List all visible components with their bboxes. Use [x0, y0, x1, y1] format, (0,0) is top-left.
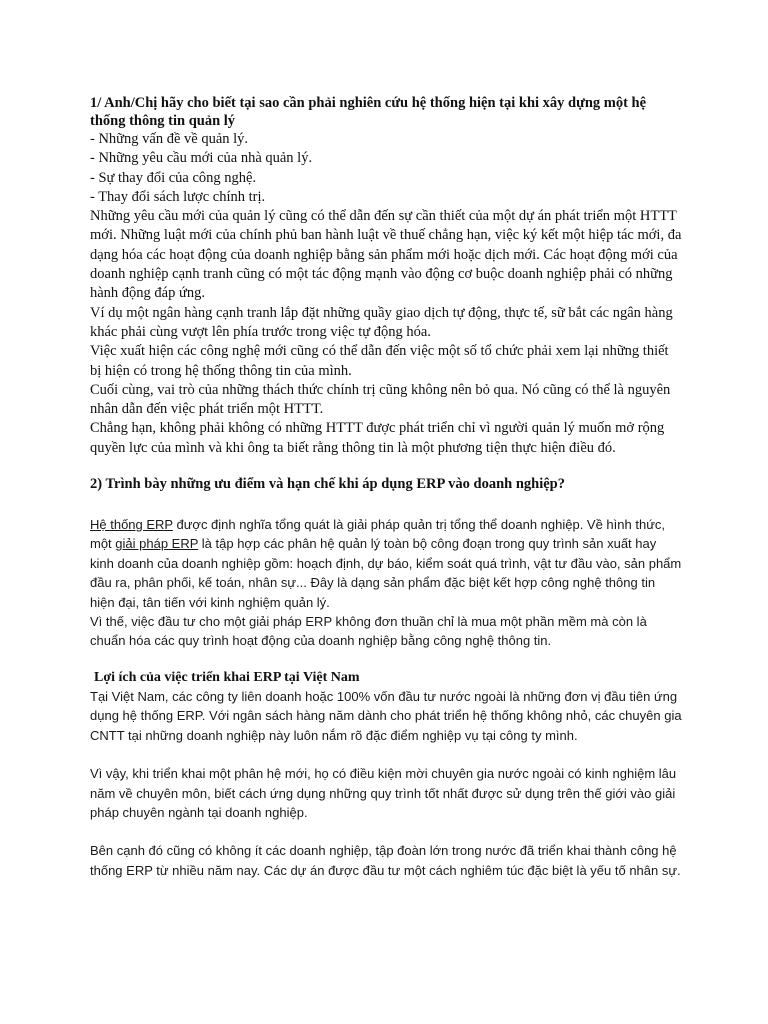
paragraph-text: là tập hợp các phân hệ quản lý toàn bộ công đoạn trong quy trình sản xuất hay kinh doanh của doanh nghiệp gồm: hoạch định, dự báo, kiểm soát quá trình, vật tư đầu vào, sản phẩm đầu ra, phân phối, kế toán, nhân sự... Đây là dạng sản phẩm đặc biệt kết hợp công nghệ thông tin hiện đại, tân tiến với kinh nghiệm quản lý. — [90, 536, 682, 610]
paragraph: Cuối cùng, vai trò của những thách thức chính trị cũng không nên bỏ qua. Nó cũng có thể là nguyên nhân dẫn đến việc phát triển một HTTT. — [90, 381, 671, 418]
paragraph: Ví dụ một ngân hàng cạnh tranh lắp đặt những quầy giao dịch tự động, thực tế, sữ bắt các ngân hàng khác phải cùng vượt lên phía trước trong việc tự động hóa. — [90, 304, 673, 340]
bullet-item: - Sự thay đổi của công nghệ. — [90, 169, 257, 186]
document-page — [90, 94, 682, 880]
paragraph: Bên cạnh đó cũng có không ít các doanh nghiệp, tập đoàn lớn trong nước đã triển khai thành công hệ thống ERP từ nhiều năm nay. Các dự án được đầu tư một cách nghiêm túc đặc biệt là yếu tố nhân sự. — [90, 843, 681, 878]
paragraph: Những yêu cầu mới của quản lý cũng có thể dẫn đến sự cần thiết của một dự án phát triển một HTTT mới. Những luật mới của chính phủ ban hành luật về thuế chẳng hạn, việc ký kết một hiệp tác mới, đa dạng hóa các hoạt động của doanh nghiệp bằng sản phẩm mới hoặc dịch mới. Các hoạt động mới của doanh nghiệp cạnh tranh cũng có một tác động mạnh vào động cơ buộc doanh nghiệp phải có những hành động đáp ứng. — [90, 208, 682, 302]
paragraph: Vì thế, việc đầu tư cho một giải pháp ERP không đơn thuần chỉ là mua một phần mềm mà còn là chuẩn hóa các quy trình hoạt động của doanh nghiệp bằng công nghệ thông tin. — [90, 614, 647, 649]
paragraph: Vì vậy, khi triển khai một phân hệ mới, họ có điều kiện mời chuyên gia nước ngoài có kinh nghiệm lâu năm về chuyên môn, biết cách ứng dụng những quy trình tốt nhất được sử dụng trên thế giới vào giải pháp chuyên ngành tại doanh nghiệp. — [90, 766, 677, 820]
paragraph: Tại Việt Nam, các công ty liên doanh hoặc 100% vốn đầu tư nước ngoài là những đơn vị đầu tiên ứng dụng hệ thống ERP. Với ngân sách hàng năm dành cho phát triển hệ thống không nhỏ, các chuyên gia CNTT tại những doanh nghiệp này luôn nắm rõ đặc điểm nghiệp vụ tại công ty mình. — [90, 688, 682, 743]
bullet-item: - Thay đổi sách lược chính trị. — [90, 188, 266, 205]
paragraph: Việc xuất hiện các công nghệ mới cũng có thể dẫn đến việc một số tổ chức phải xem lại những thiết bị hiện có trong hệ thống thông tin của mình. — [90, 343, 669, 379]
question-1-title: 1/ Anh/Chị hãy cho biết tại sao cần phải nghiên cứu hệ thống hiện tại khi xây dựng một hệ thống thông tin quản lý — [90, 95, 647, 129]
erp-definition-paragraph — [90, 515, 682, 612]
paragraph-text: được định nghĩa tổng quát là giải pháp quản trị tổng thể doanh nghiệp. Về hình thức, một — [90, 517, 666, 552]
question-2-section — [90, 475, 682, 880]
erp-system-link[interactable]: Hệ thống ERP — [90, 517, 173, 533]
bullet-item: - Những yêu cầu mới của nhà quản lý. — [90, 150, 313, 167]
question-1-section — [90, 94, 682, 458]
benefits-subheading: Lợi ích của việc triển khai ERP tại Việt Nam — [94, 669, 360, 685]
paragraph: Chẳng hạn, không phải không có những HTTT được phát triển chỉ vì người quản lý muốn mở rộng quyền lực của mình và khi ông ta biết rằng thông tin là một phương tiện thực hiện điều đó. — [90, 420, 665, 456]
erp-solution-link[interactable]: giải pháp ERP — [115, 536, 199, 552]
bullet-item: - Những vấn đề về quản lý. — [90, 131, 249, 147]
question-2-title: 2) Trình bày những ưu điểm và hạn chế khi áp dụng ERP vào doanh nghiệp? — [90, 476, 565, 493]
